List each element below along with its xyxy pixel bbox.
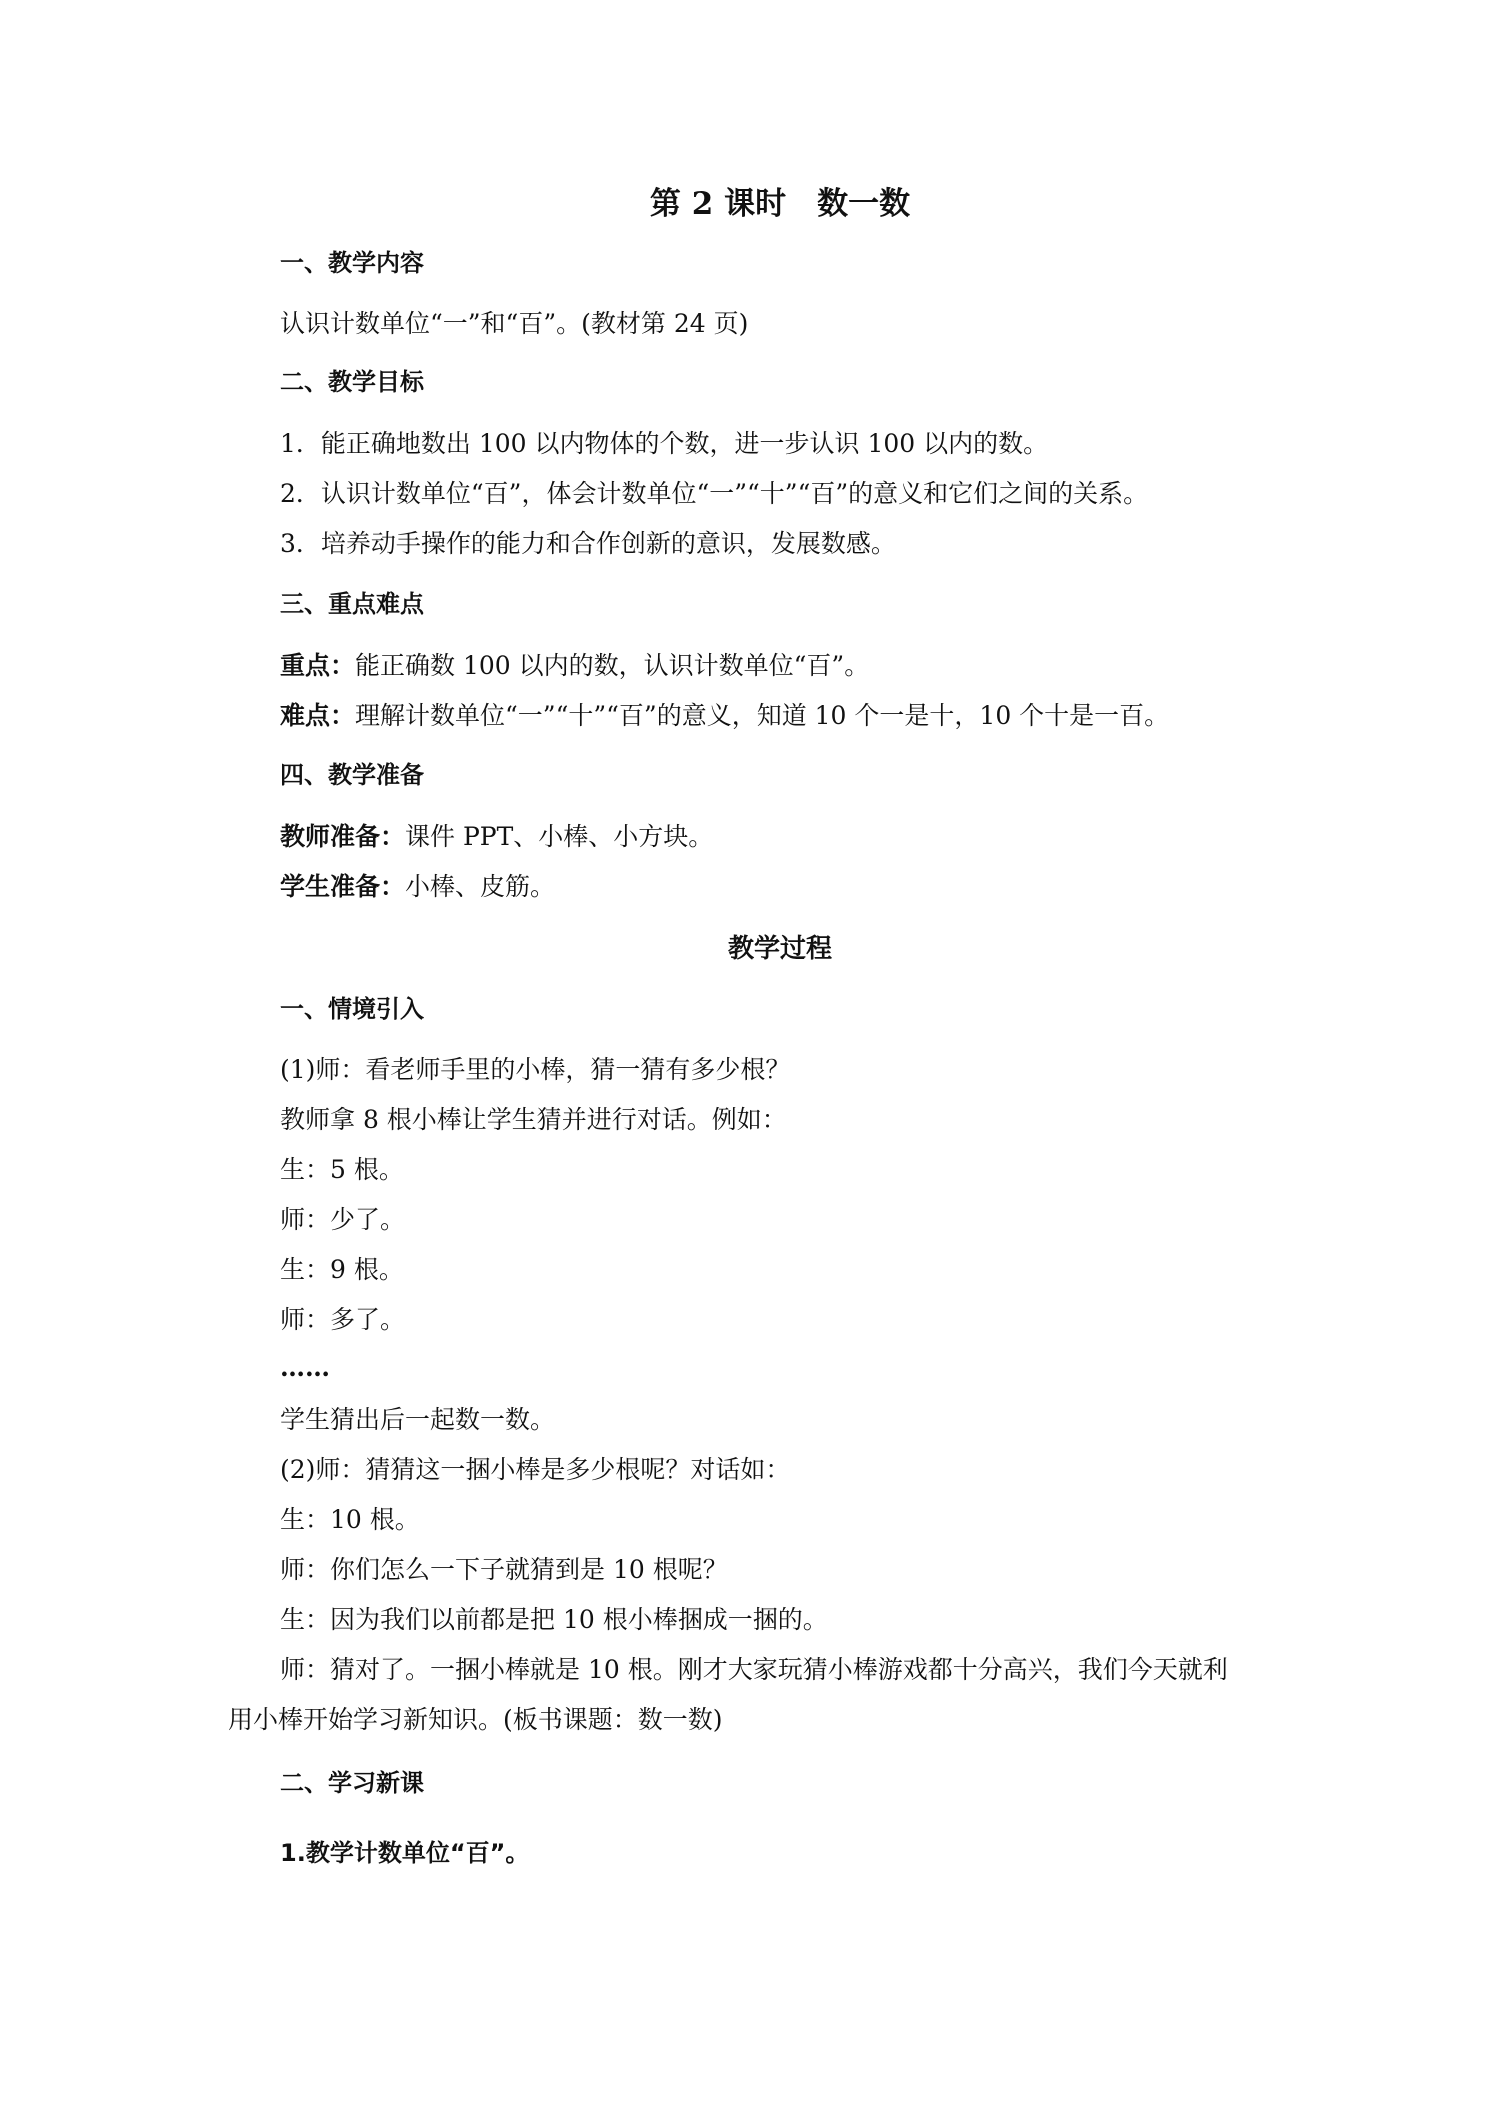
document-title: 第 2 课时 数一数 [649, 186, 911, 222]
part-heading-intro: 一、情境引入 [280, 995, 424, 1023]
student-prep-label: 学生准备： [280, 872, 406, 901]
dialogue-line: 生：9 根。 [280, 1255, 404, 1284]
key-point-label: 重点： [280, 651, 356, 680]
section-heading-content: 一、教学内容 [280, 249, 424, 277]
student-prep-text: 小棒、皮筋。 [405, 872, 556, 901]
section-heading-preparation: 四、教学准备 [280, 761, 424, 789]
dialogue-line: 生：5 根。 [280, 1155, 404, 1184]
difficulty-text: 理解计数单位“一”“十”“百”的意义，知道 10 个一是十，10 个十是一百。 [355, 701, 1170, 730]
student-prep-line [280, 870, 555, 904]
dialogue-line: 教师拿 8 根小棒让学生猜并进行对话。例如： [280, 1105, 787, 1134]
part-heading-new-lesson: 二、学习新课 [280, 1769, 424, 1797]
dialogue-line: 师：少了。 [280, 1205, 406, 1234]
teacher-prep-text: 课件 PPT、小棒、小方块。 [405, 822, 714, 851]
difficulty-label: 难点： [280, 701, 356, 730]
paragraph-line-1: 师：猜对了。一捆小棒就是 10 根。刚才大家玩猜小棒游戏都十分高兴，我们今天就利 [280, 1655, 1228, 1684]
goal-item-2: 2．认识计数单位“百”，体会计数单位“一”“十”“百”的意义和它们之间的关系。 [280, 479, 1149, 508]
section-heading-goals: 二、教学目标 [280, 368, 424, 396]
key-point-line [280, 649, 869, 683]
goal-item-1: 1．能正确地数出 100 以内物体的个数，进一步认识 100 以内的数。 [280, 429, 1049, 458]
dialogue-line: 师：多了。 [280, 1305, 406, 1334]
dialogue-line: (1)师：看老师手里的小棒，猜一猜有多少根？ [280, 1055, 791, 1084]
subheading-hundred-unit: 1.教学计数单位“百”。 [280, 1839, 530, 1867]
dialogue-line: 学生猜出后一起数一数。 [280, 1405, 556, 1434]
key-point-text: 能正确数 100 以内的数，认识计数单位“百”。 [355, 651, 870, 680]
process-title: 教学过程 [727, 934, 832, 964]
content-text: 认识计数单位“一”和“百”。(教材第 24 页) [280, 309, 749, 338]
goal-item-3: 3．培养动手操作的能力和合作创新的意识，发展数感。 [280, 529, 896, 558]
teacher-prep-line [280, 820, 713, 854]
ellipsis-line: …… [280, 1353, 330, 1382]
difficulty-line [280, 699, 1169, 733]
dialogue-line: (2)师：猜猜这一捆小棒是多少根呢？对话如： [280, 1455, 791, 1484]
dialogue-line: 生：10 根。 [280, 1505, 420, 1534]
dialogue-line: 生：因为我们以前都是把 10 根小棒捆成一捆的。 [280, 1605, 828, 1634]
dialogue-line: 师：你们怎么一下子就猜到是 10 根呢？ [280, 1555, 728, 1584]
teacher-prep-label: 教师准备： [280, 822, 406, 851]
section-heading-key-points: 三、重点难点 [280, 590, 424, 618]
paragraph-line-2: 用小棒开始学习新知识。(板书课题：数一数) [228, 1705, 723, 1734]
